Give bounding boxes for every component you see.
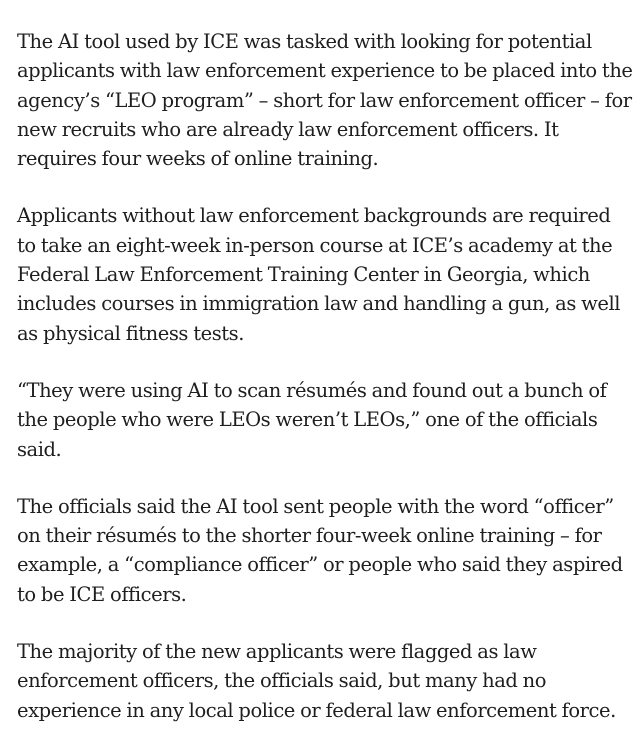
article-body <box>17 27 634 753</box>
paragraph-4: The officials said the AI tool sent people with the word “officer” on their résumés to the shorter four-week online training – for example, a “compliance officer” or people who said they aspired to be ICE officers. <box>17 494 623 606</box>
paragraph-3: “They were using AI to scan résumés and found out a bunch of the people who were LEOs weren’t LEOs,” one of the officials said. <box>17 378 607 461</box>
paragraph-1: The AI tool used by ICE was tasked with looking for potential applicants with law enforcement experience to be placed into the agency’s “LEO program” – short for law enforcement officer – for new recruits who are already law enforcement officers. It requires four weeks of online training. <box>17 30 633 171</box>
paragraph-2: Applicants without law enforcement backgrounds are required to take an eight-week in-person course at ICE’s academy at the Federal Law Enforcement Training Center in Georgia, which includes courses in immigration law and handling a gun, as well as physical fitness tests. <box>17 204 621 345</box>
paragraph-5: The majority of the new applicants were flagged as law enforcement officers, the officials said, but many had no experience in any local police or federal law enforcement force. <box>17 640 616 722</box>
